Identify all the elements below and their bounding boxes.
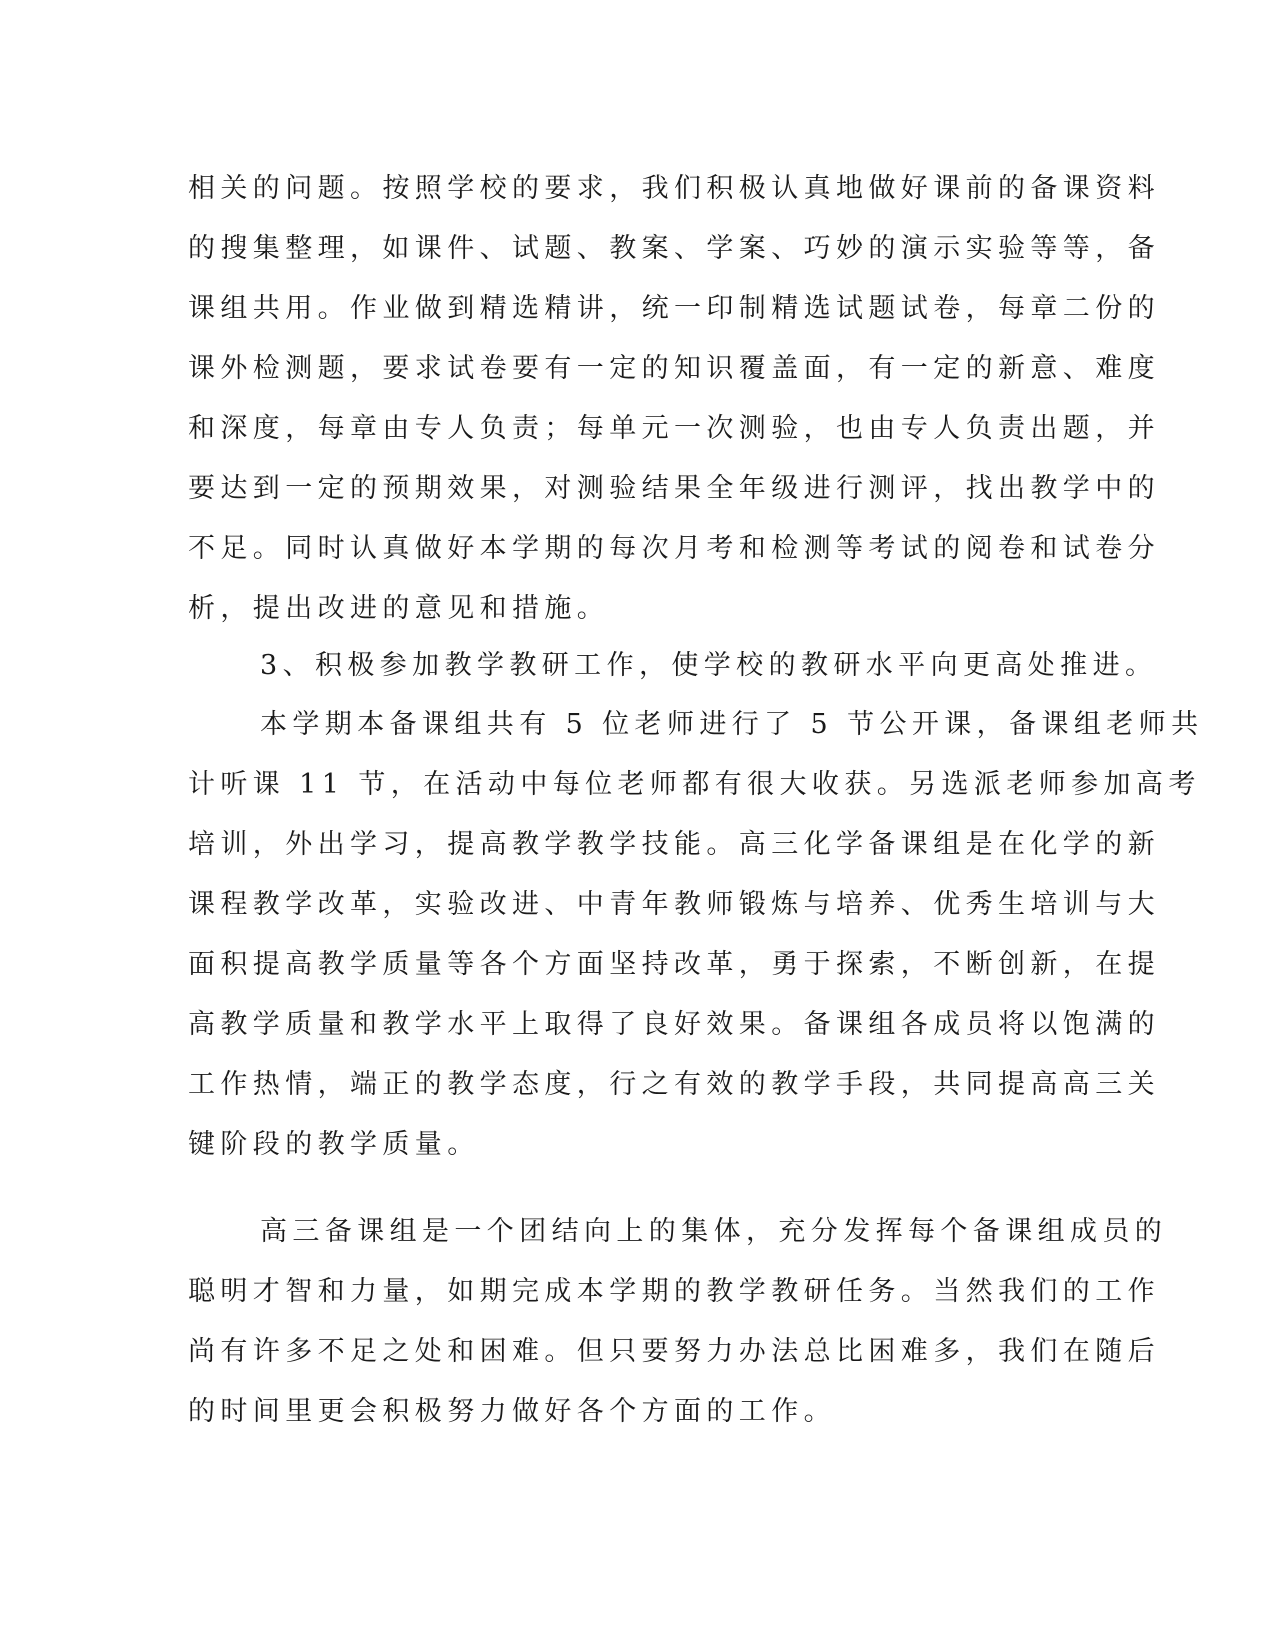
paragraph-conclusion (188, 1202, 1168, 1442)
text-line: 相关的问题。按照学校的要求，我们积极认真地做好课前的备课资料 (188, 173, 1160, 204)
text-line: 尚有许多不足之处和困难。但只要努力办法总比困难多，我们在随后 (188, 1336, 1160, 1367)
text-line: 析，提出改进的意见和措施。 (188, 593, 610, 624)
text-line: 的时间里更会积极努力做好各个方面的工作。 (188, 1396, 836, 1427)
text-line: 要达到一定的预期效果，对测验结果全年级进行测评，找出教学中的 (188, 473, 1160, 504)
text-line: 键阶段的教学质量。 (188, 1129, 480, 1160)
text-line: 聪明才智和力量，如期完成本学期的教学教研任务。当然我们的工作 (188, 1276, 1160, 1307)
text-line: 计听课 11 节，在活动中每位老师都有很大收获。另选派老师参加高考 (188, 769, 1201, 800)
text-line: 不足。同时认真做好本学期的每次月考和检测等考试的阅卷和试卷分 (188, 533, 1160, 564)
text-line: 的搜集整理，如课件、试题、教案、学案、巧妙的演示实验等等，备 (188, 233, 1160, 264)
text-line: 面积提高教学质量等各个方面坚持改革，勇于探索，不断创新，在提 (188, 949, 1160, 980)
text-line: 工作热情，端正的教学态度，行之有效的教学手段，共同提高高三关 (188, 1069, 1160, 1100)
text-line: 高三备课组是一个团结向上的集体，充分发挥每个备课组成员的 (260, 1216, 1168, 1247)
text-line: 课组共用。作业做到精选精讲，统一印制精选试题试卷，每章二份的 (188, 293, 1160, 324)
section-heading (188, 636, 1158, 696)
text-line: 和深度，每章由专人负责；每单元一次测验，也由专人负责出题，并 (188, 413, 1160, 444)
section-heading-text: 3、积极参加教学教研工作，使学校的教研水平向更高处推进。 (260, 650, 1158, 681)
paragraph-section-body (188, 695, 1204, 1175)
paragraph-continued-detail (188, 159, 1160, 639)
text-line: 课外检测题，要求试卷要有一定的知识覆盖面，有一定的新意、难度 (188, 353, 1160, 384)
text-line: 本学期本备课组共有 5 位老师进行了 5 节公开课，备课组老师共 (260, 709, 1204, 740)
text-line: 课程教学改革，实验改进、中青年教师锻炼与培养、优秀生培训与大 (188, 889, 1160, 920)
text-line: 高教学质量和教学水平上取得了良好效果。备课组各成员将以饱满的 (188, 1009, 1160, 1040)
text-line: 培训，外出学习，提高教学教学技能。高三化学备课组是在化学的新 (188, 829, 1160, 860)
